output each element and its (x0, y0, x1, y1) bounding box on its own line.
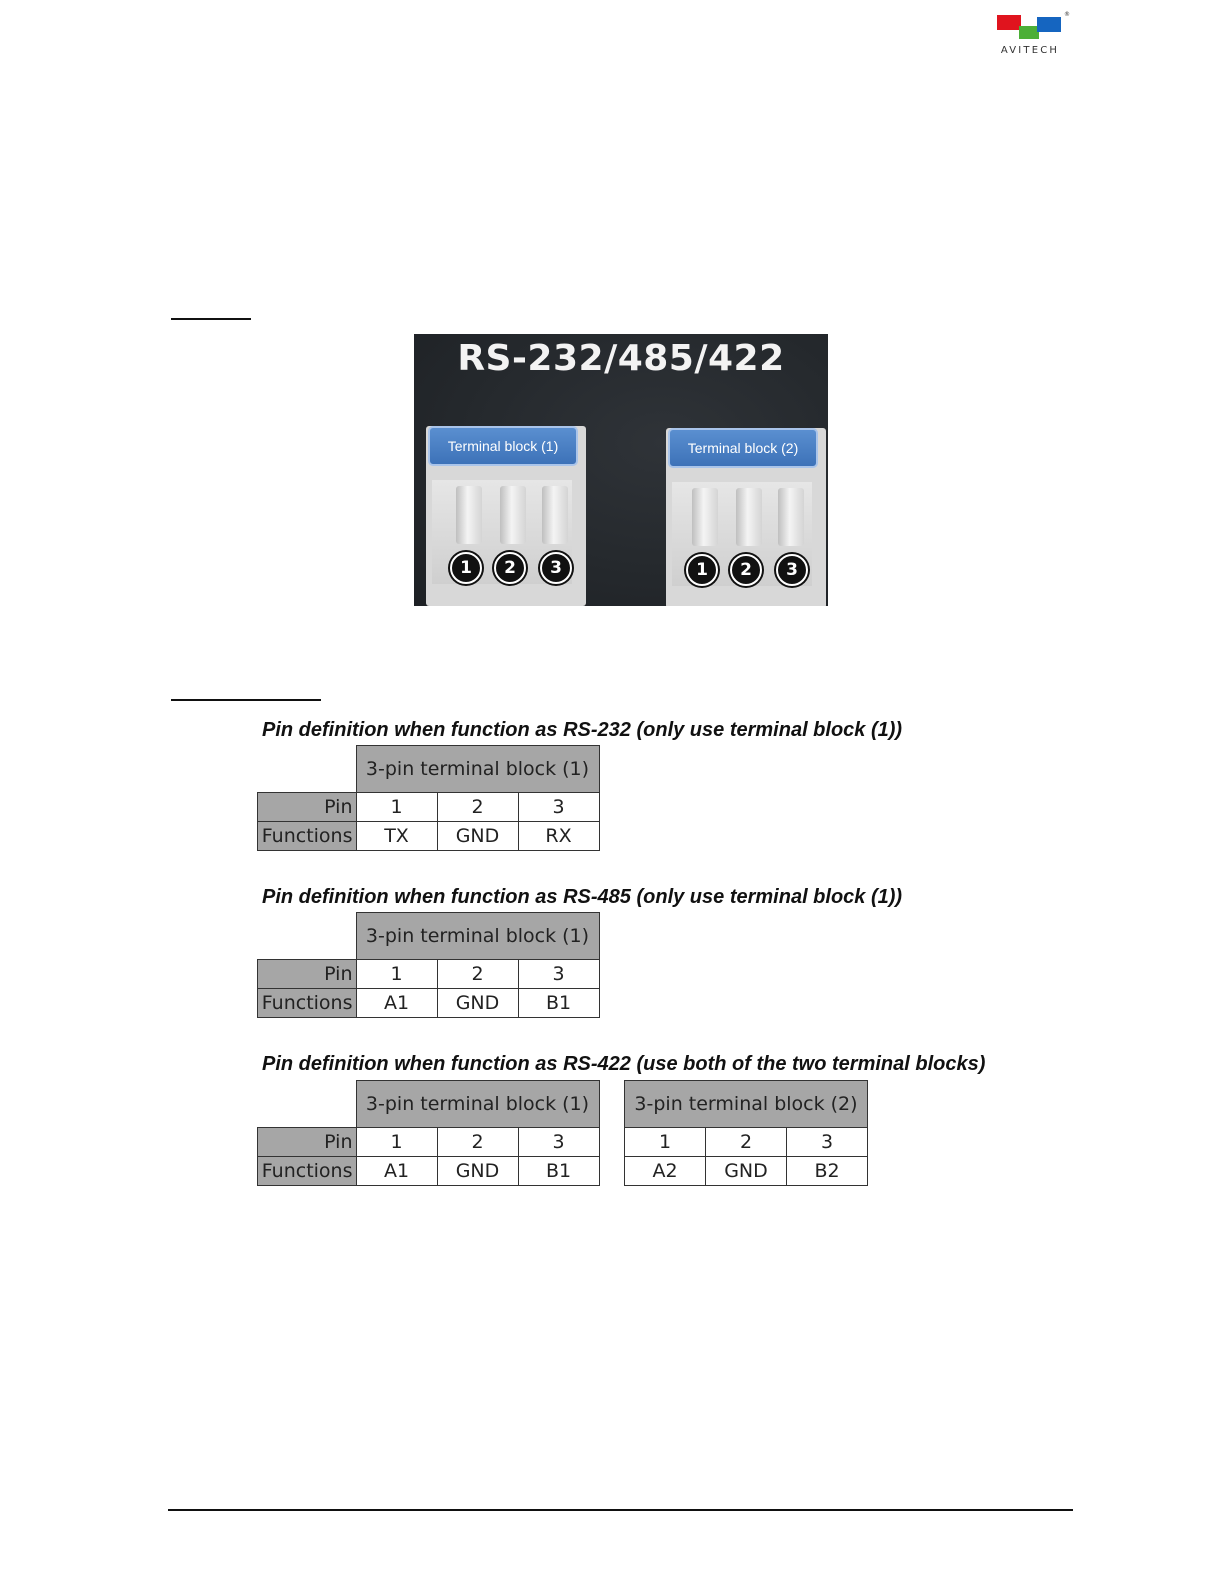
connector-tab (692, 488, 718, 546)
pin-number: 3 (518, 1128, 599, 1157)
pin-number: 2 (437, 960, 518, 989)
pin-table-rs485 (257, 912, 600, 1018)
section-heading-rs485: Pin definition when function as RS-485 (only use terminal block (1)) (262, 886, 903, 908)
logo-red-square (997, 15, 1021, 30)
pin-number-badge: 3 (776, 554, 808, 586)
pin-function: GND (437, 822, 518, 851)
pin-table-rs232 (257, 745, 600, 851)
pin-function: GND (706, 1157, 787, 1186)
pin-number: 3 (518, 960, 599, 989)
pin-function: GND (437, 989, 518, 1018)
row-header-pin: Pin (258, 793, 357, 822)
group-header: 3-pin terminal block (1) (356, 746, 599, 793)
pin-number-badge: 3 (540, 552, 572, 584)
pin-number-badge: 2 (730, 554, 762, 586)
pin-function: B1 (518, 989, 599, 1018)
group-header: 3-pin terminal block (1) (356, 913, 599, 960)
logo-text: AVITECH (1000, 45, 1060, 56)
connector-tab (778, 488, 804, 546)
section-rule-2 (171, 699, 321, 701)
pin-function: GND (437, 1157, 518, 1186)
photo-title: RS-232/485/422 (457, 338, 785, 379)
logo-registered-mark: ® (1064, 11, 1070, 18)
pin-function: B1 (518, 1157, 599, 1186)
pin-number: 2 (437, 1128, 518, 1157)
connector-tab (456, 486, 482, 544)
pin-number: 2 (706, 1128, 787, 1157)
row-header-functions: Functions (258, 1157, 357, 1186)
footer-rule (168, 1509, 1073, 1511)
logo-green-square (1019, 26, 1039, 39)
logo-blue-square (1037, 17, 1061, 32)
pin-number-badge: 1 (450, 552, 482, 584)
group-header: 3-pin terminal block (1) (356, 1081, 599, 1128)
connector-tab (542, 486, 568, 544)
pin-number-badge: 1 (686, 554, 718, 586)
terminal-block-label: Terminal block (2) (668, 428, 818, 468)
pin-number: 1 (356, 1128, 437, 1157)
row-header-pin: Pin (258, 1128, 357, 1157)
connector-photo (414, 334, 828, 606)
pin-function: TX (356, 822, 437, 851)
pin-number: 1 (356, 960, 437, 989)
connector-tab (736, 488, 762, 546)
pin-function: B2 (787, 1157, 868, 1186)
section-rule-1 (171, 318, 251, 320)
avitech-logo (995, 12, 1071, 60)
pin-number: 3 (518, 793, 599, 822)
row-header-pin: Pin (258, 960, 357, 989)
terminal-block-label: Terminal block (1) (428, 426, 578, 466)
pin-table-rs422-block2 (624, 1080, 868, 1186)
row-header-functions: Functions (258, 989, 357, 1018)
section-heading-rs422: Pin definition when function as RS-422 (use both of the two terminal blocks) (262, 1053, 986, 1075)
pin-function: A1 (356, 989, 437, 1018)
pin-number: 1 (625, 1128, 706, 1157)
pin-number: 3 (787, 1128, 868, 1157)
row-header-functions: Functions (258, 822, 357, 851)
pin-function: A2 (625, 1157, 706, 1186)
pin-number: 1 (356, 793, 437, 822)
section-heading-rs232: Pin definition when function as RS-232 (only use terminal block (1)) (262, 719, 903, 741)
pin-number-badge: 2 (494, 552, 526, 584)
group-header: 3-pin terminal block (2) (625, 1081, 868, 1128)
pin-table-rs422-block1 (257, 1080, 600, 1186)
pin-function: RX (518, 822, 599, 851)
pin-function: A1 (356, 1157, 437, 1186)
pin-number: 2 (437, 793, 518, 822)
connector-tab (500, 486, 526, 544)
